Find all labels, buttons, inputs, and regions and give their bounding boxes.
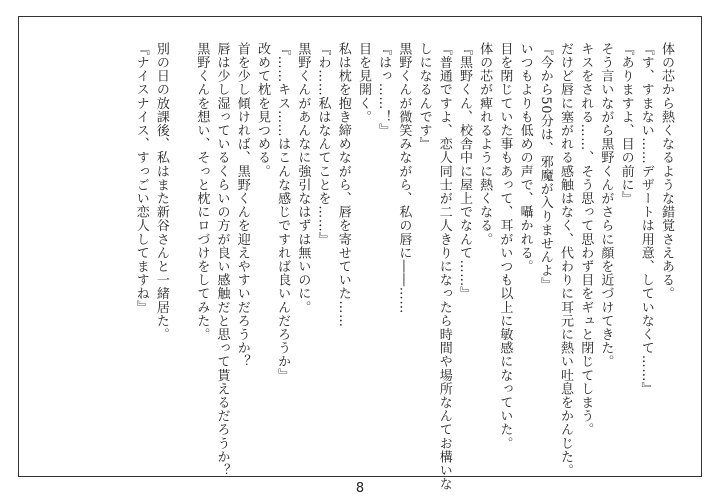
- text-line: 『ありますよ、目の前に』: [618, 42, 634, 206]
- text-line: 首を少し傾ければ、黒野くんを迎えやすいだろうか？: [234, 42, 250, 369]
- text-line: しになるんです』: [416, 42, 432, 151]
- text-line: 改めて枕を見つめる。: [254, 42, 270, 178]
- text-line: 『……キス……はこんな感じですれば良いんだろうか』: [275, 42, 291, 382]
- text-line: だけど唇に塞がれる感触はなく、代わりに耳元に熱い吐息をかんじた。: [557, 42, 573, 478]
- text-line: 『わ……私はなんてことを……』: [315, 42, 331, 246]
- vertical-text-body: [131, 42, 676, 491]
- text-line: キスをされる……、そう思って思わず目をギュと閉じてしまう。: [578, 42, 594, 437]
- text-line: 目を閉じていた事もあって、耳がいつも以上に敏感になっていた。: [497, 42, 513, 450]
- text-line: いつもよりも低めの声で、囁かれる。: [517, 42, 533, 274]
- text-line: 黒野くんが微笑みながら、私の唇に――……: [396, 42, 412, 314]
- text-line: 『黒野くん、校舎中に屋上でなんて……』: [456, 42, 472, 301]
- text-line: 黒野くんがあんなに強引なはずは無いのに。: [295, 42, 311, 314]
- text-line: 黒野くんを想い、そっと枕にロづけをしてみた。: [194, 42, 210, 342]
- text-line: 目を見開く。: [355, 42, 371, 124]
- text-line: 『ナイスナイス、すっごい恋人してますね』: [133, 42, 149, 314]
- text-line: 体の芯が痺れるように熱くなる。: [477, 42, 493, 246]
- blank-line: [171, 42, 191, 452]
- text-line: 体の芯から熱くなるような錯覚さえある。: [659, 42, 674, 301]
- text-line: 『今から50分は、邪魔が入りませんよ』: [537, 42, 553, 291]
- text-line: 私は枕を抱き締めながら、唇を寄せていた……: [335, 42, 351, 328]
- text-line: 『はっ……！』: [376, 42, 392, 138]
- text-line: 唇は少し湿っているくらいの方が良い感触だと思って貰えるだろうか？: [214, 42, 230, 478]
- text-line: そう言いながら黒野くんがさらに顔を近づけてきた。: [598, 42, 614, 369]
- text-line: 『普通ですよ、恋人同士が二人きりになったら時間や場所なんてお構いな: [436, 42, 452, 491]
- text-line: 別の日の放課後、私はまた新谷さんと一緒居た。: [153, 42, 169, 342]
- text-line: 『す、すまない……デザートは用意、していなくて……』: [638, 42, 654, 396]
- page-number: 8: [355, 481, 365, 496]
